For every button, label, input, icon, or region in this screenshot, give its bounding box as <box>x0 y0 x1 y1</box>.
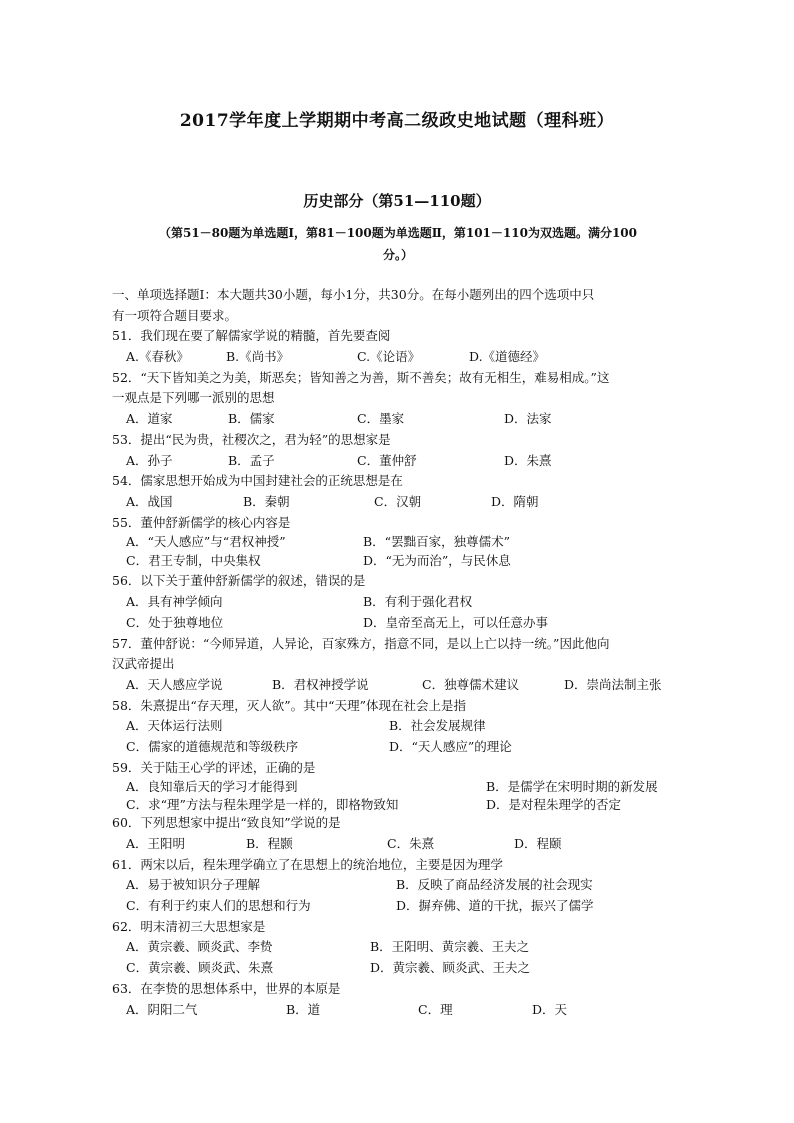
question-62 <box>112 917 688 979</box>
question-stem: 53．提出“民为贵，社稷次之，君为轻”的思想家是 <box>112 431 391 447</box>
option-d: D．皇帝至高无上，可以任意办事 <box>363 614 549 630</box>
option-b: B.《尚书》 <box>226 349 290 365</box>
option-a: A．道家 <box>126 411 173 427</box>
option-b: B．是儒学在宋明时期的新发展 <box>486 779 658 795</box>
option-c: C．独尊儒术建议 <box>422 676 520 692</box>
options-grid <box>112 937 688 978</box>
option-d: D．黄宗羲、顾炎武、王夫之 <box>370 960 531 976</box>
instructions-line-1: （第51－80题为单选题Ⅰ，第81－100题为单选题Ⅱ，第101－110为双选题。满分100 <box>158 226 638 240</box>
option-b: B．秦朝 <box>243 493 290 509</box>
option-a: A．王阳明 <box>126 836 186 851</box>
options-row <box>112 451 688 472</box>
options-row <box>112 347 688 368</box>
options-row <box>112 409 688 430</box>
option-d: D．程颐 <box>514 836 562 851</box>
option-c: C．求“理”方法与程朱理学是一样的，即格物致知 <box>126 796 399 812</box>
option-d: D．法家 <box>504 411 552 427</box>
option-d: D．隋朝 <box>491 493 539 509</box>
option-d: D．天 <box>532 1001 568 1017</box>
option-a: A.《春秋》 <box>126 349 190 365</box>
option-c: C．董仲舒 <box>357 452 417 468</box>
option-d: D．“天人感应”的理论 <box>389 738 512 754</box>
option-c: C.《论语》 <box>357 349 421 365</box>
question-stem: 54．儒家思想开始成为中国封建社会的正统思想是在 <box>112 473 403 489</box>
question-list <box>112 285 688 1020</box>
instructions-line-2: 分。） <box>382 248 413 262</box>
question-stem: 62．明末清初三大思想家是 <box>112 918 266 934</box>
options-grid <box>112 716 688 757</box>
option-a: A．“天人感应”与“君权神授” <box>126 534 286 550</box>
option-b: B．社会发展规律 <box>389 718 486 734</box>
option-c: C．君王专制，中央集权 <box>126 552 261 568</box>
option-a: A．黄宗羲、顾炎武、李贽 <box>126 939 273 955</box>
option-d: D．是对程朱理学的否定 <box>486 796 622 812</box>
option-b: B．孟子 <box>228 452 275 468</box>
question-stem: 56．以下关于董仲舒新儒学的叙述，错误的是 <box>112 573 366 589</box>
options-row <box>112 834 688 855</box>
option-d: D．崇尚法制主张 <box>564 676 662 692</box>
question-stem: 57．董仲舒说：“今师异道，人异论，百家殊方，指意不同，是以上亡以持一统。”因此他向 <box>112 635 610 651</box>
option-a: A．天体运行法则 <box>126 718 223 734</box>
option-b: B．王阳明、黄宗羲、王夫之 <box>370 939 530 955</box>
question-stem: 63．在李贽的思想体系中，世界的本原是 <box>112 980 341 996</box>
question-stem-cont: 一观点是下列哪一派别的思想 <box>112 390 275 406</box>
question-59 <box>112 758 688 814</box>
option-c: C．理 <box>418 1001 453 1017</box>
options-grid <box>112 592 688 633</box>
option-b: B．君权神授学说 <box>272 676 369 692</box>
exam-title: 2017学年度上学期期中考高二级政史地试题（理科班） <box>179 111 615 131</box>
option-a: A．天人感应学说 <box>126 676 223 692</box>
option-a: A．具有神学倾向 <box>126 594 223 610</box>
question-stem: 60．下列思想家中提出“致良知”学说的是 <box>112 815 341 831</box>
options-grid <box>112 778 688 813</box>
option-c: C．墨家 <box>357 411 405 427</box>
section-title: 历史部分（第51—110题） <box>303 192 491 210</box>
question-53 <box>112 430 688 471</box>
question-stem: 58．朱熹提出“存天理，灭人欲”。其中“天理”体现在社会上是指 <box>112 697 466 713</box>
option-d: D．摒弃佛、道的干扰，振兴了儒学 <box>396 898 594 914</box>
options-grid <box>112 875 688 916</box>
question-57 <box>112 634 688 696</box>
option-a: A．易于被知识分子理解 <box>126 877 261 893</box>
options-grid <box>112 533 688 571</box>
option-d: D．朱熹 <box>504 452 552 468</box>
option-b: B．“罢黜百家，独尊儒术” <box>363 534 510 550</box>
option-d: D.《道德经》 <box>469 349 546 365</box>
option-b: B．有利于强化君权 <box>363 594 473 610</box>
question-54 <box>112 471 688 512</box>
intro-line-2: 有一项符合题目要求。 <box>112 307 238 323</box>
question-55 <box>112 513 688 572</box>
question-52 <box>112 368 688 430</box>
option-a: A．阴阳二气 <box>126 1001 198 1017</box>
option-c: C．黄宗羲、顾炎武、朱熹 <box>126 960 274 976</box>
question-56 <box>112 571 688 633</box>
question-60 <box>112 813 688 854</box>
option-d: D．“无为而治”，与民休息 <box>363 552 511 568</box>
options-row <box>112 492 688 513</box>
question-stem: 61．两宋以后，程朱理学确立了在思想上的统治地位，主要是因为理学 <box>112 856 503 872</box>
question-stem: 52．“天下皆知美之为美，斯恶矣；皆知善之为善，斯不善矣；故有无相生，难易相成。”这 <box>112 369 610 385</box>
question-58 <box>112 696 688 758</box>
question-stem: 51．我们现在要了解儒家学说的精髓，首先要查阅 <box>112 328 391 344</box>
option-a: A．良知靠后天的学习才能得到 <box>126 779 298 795</box>
option-c: C．有利于约束人们的思想和行为 <box>126 898 311 914</box>
options-row <box>112 675 688 696</box>
question-stem: 59．关于陆王心学的评述，正确的是 <box>112 759 316 775</box>
option-a: A．战国 <box>126 493 173 509</box>
option-c: C．儒家的道德规范和等级秩序 <box>126 738 299 754</box>
option-b: B．儒家 <box>228 411 275 427</box>
option-b: B．道 <box>286 1001 321 1017</box>
question-61 <box>112 855 688 917</box>
question-63 <box>112 979 688 1020</box>
question-51 <box>112 326 688 367</box>
question-stem-cont: 汉武帝提出 <box>112 656 175 672</box>
option-c: C．处于独尊地位 <box>126 614 224 630</box>
intro-line-1: 一、单项选择题Ⅰ：本大题共30小题，每小1分，共30分。在每小题列出的四个选项中只 <box>112 287 595 302</box>
option-c: C．朱熹 <box>387 836 435 851</box>
question-stem: 55．董仲舒新儒学的核心内容是 <box>112 514 291 530</box>
options-row <box>112 1000 688 1021</box>
section-instructions <box>112 222 684 266</box>
option-b: B．反映了商品经济发展的社会现实 <box>396 877 593 893</box>
option-b: B．程颢 <box>246 836 293 851</box>
option-a: A．孙子 <box>126 452 173 468</box>
option-c: C．汉朝 <box>374 493 422 509</box>
